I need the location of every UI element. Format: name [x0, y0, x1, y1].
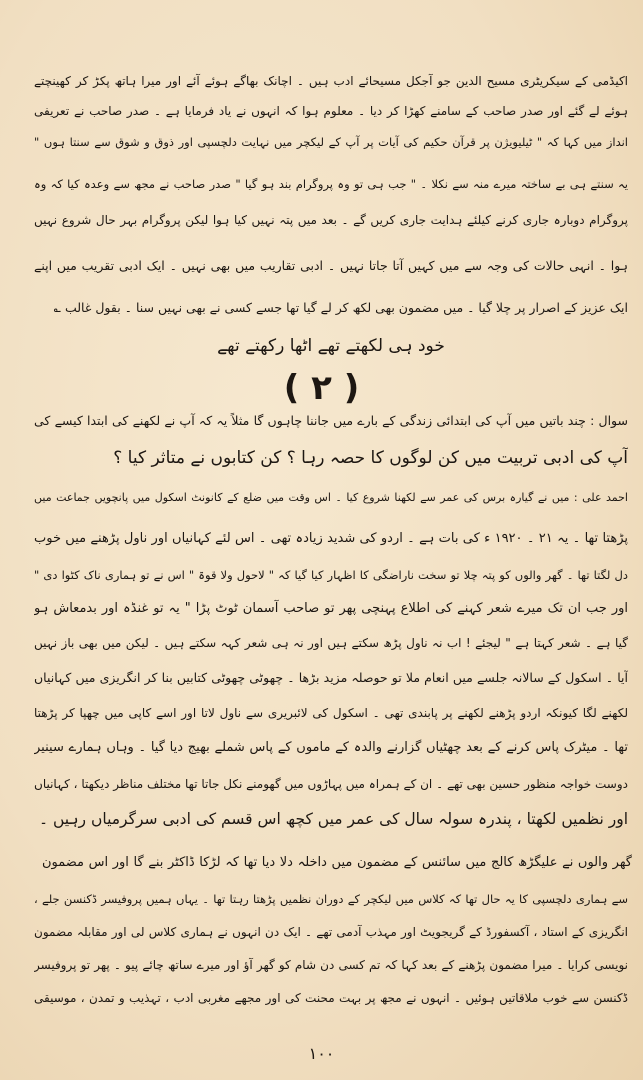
text-line: اکیڈمی کے سیکریٹری مسیح الدین جو آجکل مسیحائے ادب ہیں ۔ اچانک بھاگے ہوئے آئے اور میرا ہاتھ پکڑ کر کھینچتے: [34, 74, 628, 88]
answer-line: اور نظمیں لکھتا ، پندرہ سولہ سال کی عمر میں کچھ اس قسم کی ادبی سرگرمیاں رہیں ۔: [38, 810, 628, 828]
answer-line: گیا ہے ۔ شعر کہتا ہے " لیجئے ! اب نہ ناول پڑھ سکتے ہیں اور نہ ہی شعر کہہ سکتے ہیں ۔ لیکن میں بھی باز نہیں: [34, 636, 628, 650]
text-line: پروگرام دوبارہ جاری کرنے کیلئے ہدایت جاری کریں گے ۔ بعد میں پتہ نہیں کیا ہوا لیکن پروگرام بہر حال شروع نہیں: [34, 213, 628, 227]
answer-line: آیا ۔ اسکول کے سالانہ جلسے میں انعام ملا تو حوصلہ مزید بڑھا ۔ چھوٹی چھوٹی کتابیں بنا کر انگریزی میں کہانیاں: [34, 670, 628, 685]
text-line: ڈکنسن سے خوب ملاقاتیں ہوئیں ۔ انہوں نے مجھ پر بہت محنت کی اور مجھے مغربی ادب ، تہذیب و تمدن ، موسیقی: [34, 991, 628, 1005]
text-line: نویسی کرایا ۔ میرا مضمون پڑھنے کے بعد کہا کہ تم کسی دن شام کو گھر آؤ اور میرے ساتھ چائے پیو ۔ پھر تو پروفیسر: [34, 958, 628, 972]
question-line: سوال : چند باتیں میں آپ کی ابتدائی زندگی کے بارے میں جاننا چاہوں گا مثلاً یہ کہ آپ نے لکھنے کی ابتدا کیسے کی: [34, 413, 628, 428]
section-number-heading: ( ۲ ): [283, 368, 360, 408]
answer-line: دل لگتا تھا ۔ گھر والوں کو پتہ چلا تو سخت ناراضگی کا اظہار کیا گیا کہ " لاحول ولا قوۃ " اس نے تو ہماری ناک کٹوا دی ": [34, 568, 628, 582]
question-line: آپ کی ادبی تربیت میں کن لوگوں کا حصہ رہا ؟ کن کتابوں نے متاثر کیا ؟: [113, 448, 628, 468]
answer-line: لکھنے لگا کیونکہ اردو پڑھنے لکھنے پر پابندی تھی ۔ اسکول کی لائبریری سے ناول لاتا اور اسے کاپی میں چھپا کر پڑھتا: [34, 706, 628, 720]
text-line: انداز میں کہا کہ " ٹیلیویژن پر قرآن حکیم کی آیات پر آپ کے لیکچر میں نہایت دلچسپی اور ذوق و شوق سے سنتا ہوں ": [34, 135, 628, 149]
answer-line: اور جب ان تک میرے شعر کہنے کی اطلاع پہنچی پھر تو صاحب آسمان ٹوٹ پڑا " یہ تو غنڈہ اور بدمعاش ہو: [34, 601, 628, 616]
page-number: ۱۰۰: [308, 1044, 335, 1063]
answer-line: پڑھتا تھا ۔ یہ ۲۱ ۔ ۱۹۲۰ ء کی بات ہے ۔ اردو کی شدید زیادہ تھی ۔ اس لئے کہانیاں اور ناول پڑھنے میں خوب: [34, 531, 628, 546]
text-line: یہ سنتے ہی بے ساختہ میرے منہ سے نکلا ۔ " جب ہی تو وہ پروگرام بند ہو گیا " صدر صاحب نے مجھ سے وعدہ کیا کہ وہ: [34, 177, 628, 191]
verse-line: خود ہی لکھتے تھے اٹھا رکھتے تھے: [217, 336, 445, 356]
text-line: انگریزی کے استاد ، آکسفورڈ کے گریجویٹ اور مہذب آدمی تھے ۔ ایک دن انہوں نے ہماری کلاس لی اور مقابلہ مضمون: [34, 925, 628, 939]
text-line: سے ہماری دلچسپی کا یہ حال تھا کہ کلاس میں لیکچر کے دوران نظمیں پڑھتا رہتا تھا ۔ یہاں ہمیں پروفیسر ڈکنسن جلے ،: [34, 892, 628, 906]
text-line: ہوئے لے گئے اور صدر صاحب کے سامنے کھڑا کر دیا ۔ معلوم ہوا کہ انہوں نے یاد فرمایا ہے ۔ صدر صاحب نے تعریفی: [34, 104, 628, 118]
text-line: ایک عزیز کے اصرار پر چلا گیا ۔ میں مضمون بھی لکھ کر لے گیا تھا جسے کسی نے بھی نہیں سنا ۔ بقول غالب ؎: [53, 300, 628, 315]
answer-line: احمد علی : میں نے گیارہ برس کی عمر سے لکھنا شروع کیا ۔ اس وقت میں ضلع کے کانونٹ اسکول میں پانچویں جماعت میں: [34, 491, 628, 504]
text-line: ہوا ۔ انہی حالات کی وجہ سے میں کہیں آتا جاتا نہیں ۔ ادبی تقاریب میں بھی نہیں ۔ ایک ادبی تقریب میں اپنے: [34, 258, 628, 273]
answer-line: تھا ۔ میٹرک پاس کرنے کے بعد چھٹیاں گزارنے والدہ کے ماموں کے پاس شملے بھیج دیا گیا ۔ وہاں ہمارے سینیر: [34, 740, 628, 755]
answer-line: دوست خواجہ منظور حسین بھی تھے ۔ ان کے ہمراہ میں پہاڑوں میں گھومنے نکل جاتا تھا مختلف مناظر دیکھتا ، کہانیاں: [34, 777, 628, 791]
text-line: گھر والوں نے علیگڑھ کالج میں سائنس کے مضمون میں داخلہ دلا دیا تھا کہ لڑکا ڈاکٹر بنے گا اور اس مضمون: [42, 855, 632, 870]
